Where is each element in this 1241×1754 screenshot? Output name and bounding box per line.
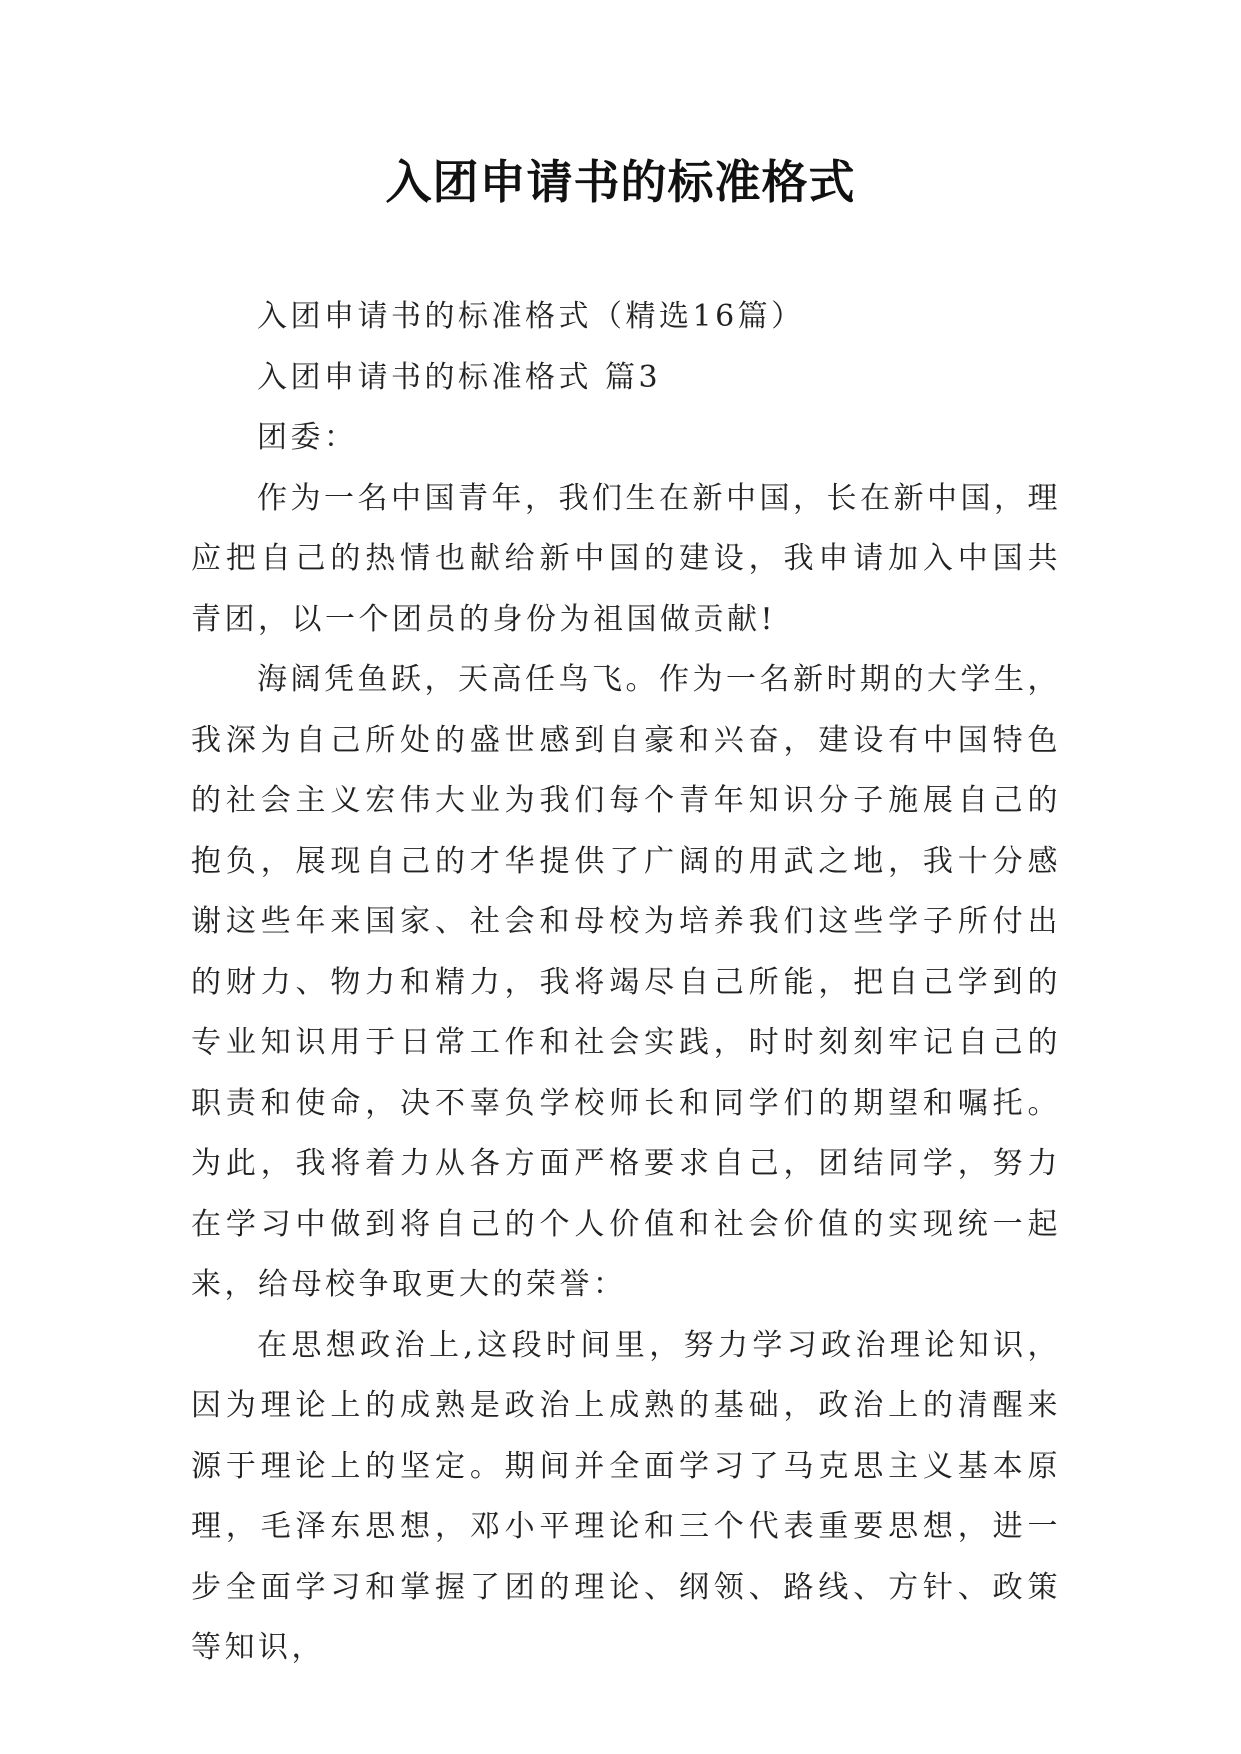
salutation: 团委：: [257, 420, 358, 455]
body-paragraph: 在思想政治上,这段时间里，努力学习政治理论知识，因为理论上的成熟是政治上成熟的基础，政治上的清醒来源于理论上的坚定。期间并全面学习了马克思主义基本原理，毛泽东思想，邓小平理论和三个代表重要思想，进一步全面学习和掌握了团的理论、纲领、路线、方针、政策等知识，: [191, 1327, 1061, 1665]
document-title: 入团申请书的标准格式: [385, 155, 856, 209]
section-heading: 入团申请书的标准格式 篇3: [257, 359, 662, 395]
body-paragraph: 作为一名中国青年，我们生在新中国，长在新中国，理应把自己的热情也献给新中国的建设，我申请加入中国共青团，以一个团员的身份为祖国做贡献!: [191, 480, 1061, 637]
subtitle-paragraph: 入团申请书的标准格式（精选16篇）: [257, 299, 805, 334]
document-body: [191, 287, 1061, 1679]
body-paragraph: 海阔凭鱼跃，天高任鸟飞。作为一名新时期的大学生，我深为自己所处的盛世感到自豪和兴奋，建设有中国特色的社会主义宏伟大业为我们每个青年知识分子施展自己的抱负，展现自己的才华提供了广阔的用武之地，我十分感谢这些年来国家、社会和母校为培养我们这些学子所付出的财力、物力和精力，我将竭尽自己所能，把自己学到的专业知识用于日常工作和社会实践，时时刻刻牢记自己的职责和使命，决不辜负学校师长和同学们的期望和嘱托。为此，我将着力从各方面严格要求自己，团结同学，努力在学习中做到将自己的个人价值和社会价值的实现统一起来，给母校争取更大的荣誉：: [191, 662, 1061, 1302]
